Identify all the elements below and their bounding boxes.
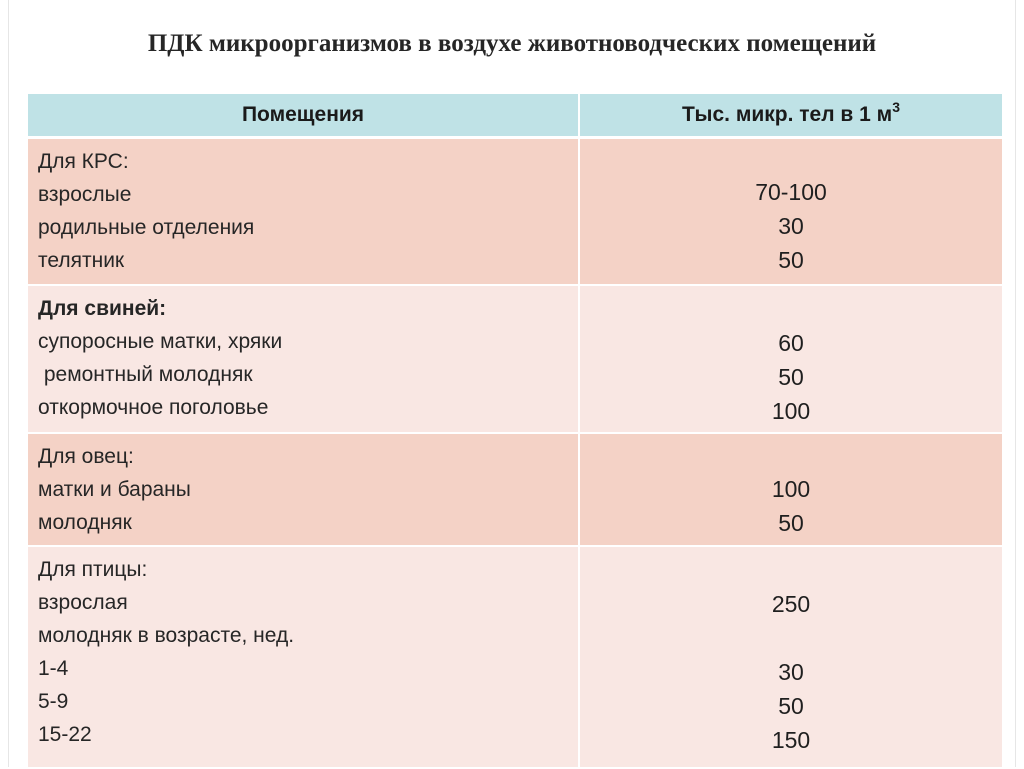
header-rooms: Помещения <box>27 93 579 138</box>
value: 30 <box>778 213 804 239</box>
value: 50 <box>778 509 804 536</box>
value: 250 <box>771 590 811 617</box>
header-units-sup: 3 <box>892 99 900 115</box>
group-label: Для КРС: <box>38 150 129 173</box>
table-row-cattle <box>27 138 1003 285</box>
value: 100 <box>771 475 811 502</box>
value-spacer <box>580 621 1002 655</box>
pdk-table <box>26 92 1004 769</box>
item-label: супоросные матки, хряки <box>38 329 283 353</box>
rooms-cell <box>27 433 579 546</box>
item-label: 1-4 <box>38 656 69 680</box>
values-cell <box>579 433 1003 546</box>
value: 50 <box>778 247 804 273</box>
value: 50 <box>778 692 804 719</box>
group-label: Для птицы: <box>38 557 148 581</box>
value: 70-100 <box>755 179 827 205</box>
values-cell <box>579 285 1003 433</box>
table-row-pigs <box>27 285 1003 433</box>
item-label: 15-22 <box>38 722 92 746</box>
value: 150 <box>771 726 811 753</box>
values-cell <box>579 546 1003 768</box>
values-cell <box>579 138 1003 285</box>
item-label: откормочное поголовье <box>38 395 269 419</box>
group-label: Для свиней: <box>38 296 167 320</box>
rooms-cell <box>27 285 579 433</box>
group-label: Для овец: <box>38 444 134 468</box>
value: 50 <box>778 363 804 390</box>
table-header-row <box>27 93 1003 138</box>
header-units <box>579 93 1003 138</box>
value: 100 <box>771 397 811 424</box>
rooms-cell <box>27 546 579 768</box>
item-label: матки и бараны <box>38 477 191 501</box>
header-units-text: Тыс. микр. тел в 1 м <box>681 103 893 126</box>
item-label: молодняк <box>38 510 132 534</box>
value: 60 <box>778 329 804 356</box>
item-label: молодняк в возрасте, нед. <box>38 623 295 647</box>
value: 30 <box>778 658 804 685</box>
table-row-poultry <box>27 546 1003 768</box>
rooms-cell <box>27 138 579 285</box>
item-label: телятник <box>38 249 125 272</box>
item-label: взрослые <box>38 183 132 206</box>
item-label: 5-9 <box>38 689 69 713</box>
table-row-sheep <box>27 433 1003 546</box>
item-label: родильные отделения <box>38 216 255 239</box>
item-label: ремонтный молодняк <box>38 362 253 386</box>
item-label: взрослая <box>38 590 128 614</box>
page-title: ПДК микроорганизмов в воздухе животноводческих помещений <box>147 30 877 57</box>
